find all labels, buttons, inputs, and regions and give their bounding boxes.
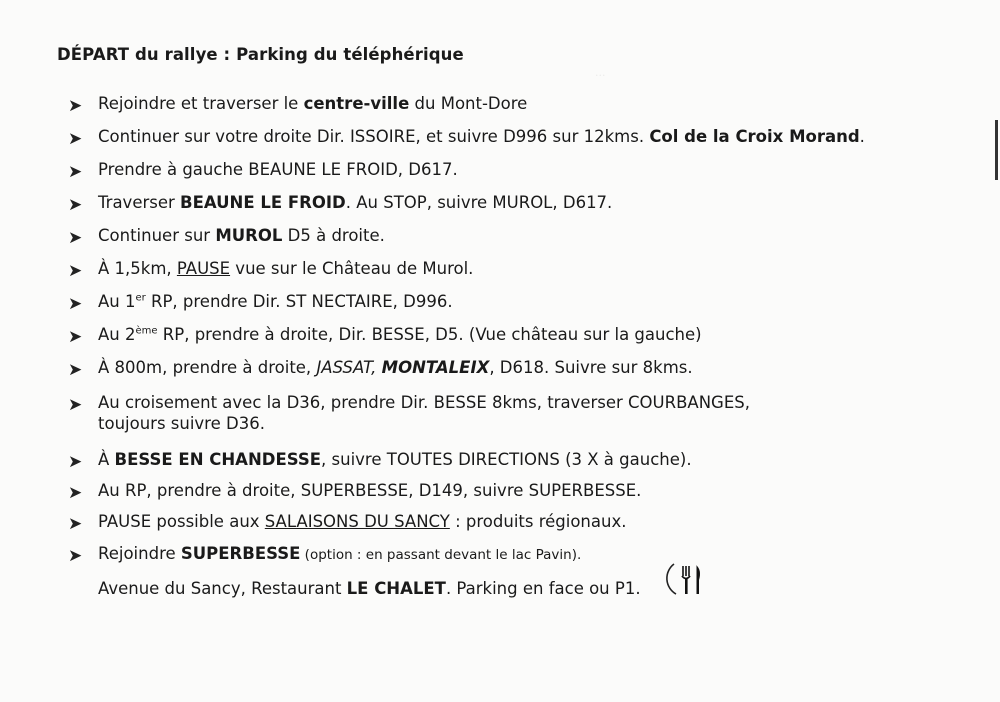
- bullet-arrow-icon: ➤: [68, 294, 83, 314]
- bullet-arrow-icon: ➤: [68, 129, 83, 149]
- step-8: Au 2ème RP, prendre à droite, Dir. BESSE, D5. (Vue château sur la gauche): [98, 325, 702, 344]
- step-7: Au 1er RP, prendre Dir. ST NECTAIRE, D996.: [98, 292, 453, 311]
- step-11: À BESSE EN CHANDESSE, suivre TOUTES DIRECTIONS (3 X à gauche).: [98, 450, 692, 469]
- restaurant-line: Avenue du Sancy, Restaurant LE CHALET. Parking en face ou P1.: [98, 579, 641, 598]
- step-6: À 1,5km, PAUSE vue sur le Château de Murol.: [98, 259, 474, 278]
- page-title: DÉPART du rallye : Parking du téléphérique: [57, 45, 464, 64]
- step-9: À 800m, prendre à droite, JASSAT, MONTALEIX, D618. Suivre sur 8kms.: [98, 358, 693, 377]
- bullet-arrow-icon: ➤: [68, 514, 83, 534]
- bullet-arrow-icon: ➤: [68, 360, 83, 380]
- bullet-arrow-icon: ➤: [68, 395, 83, 415]
- fork-knife-icon: [664, 556, 710, 602]
- bullet-arrow-icon: ➤: [68, 162, 83, 182]
- bullet-arrow-icon: ➤: [68, 261, 83, 281]
- step-1: Rejoindre et traverser le centre-ville du Mont-Dore: [98, 94, 528, 113]
- bullet-arrow-icon: ➤: [68, 195, 83, 215]
- bullet-arrow-icon: ➤: [68, 546, 83, 566]
- step-4: Traverser BEAUNE LE FROID. Au STOP, suivre MUROL, D617.: [98, 193, 613, 212]
- step-12: Au RP, prendre à droite, SUPERBESSE, D149, suivre SUPERBESSE.: [98, 481, 642, 500]
- bullet-arrow-icon: ➤: [68, 452, 83, 472]
- step-2: Continuer sur votre droite Dir. ISSOIRE, et suivre D996 sur 12kms. Col de la Croix Morand.: [98, 127, 865, 146]
- step-10-line-2: toujours suivre D36.: [98, 414, 265, 433]
- step-10-line-1: Au croisement avec la D36, prendre Dir. BESSE 8kms, traverser COURBANGES,: [98, 393, 750, 412]
- step-14: Rejoindre SUPERBESSE (option : en passant devant le lac Pavin).: [98, 544, 582, 563]
- scan-edge-mark: [995, 120, 998, 180]
- rally-route-page: DÉPART du rallye : Parking du téléphérique ➤ Rejoindre et traverser le centre-ville du Mont-Dore ➤ Continuer sur votre droite Dir. ISSOIRE, et suivre D996 sur 12kms. Col de la Croix Morand. ➤ Prendre à gauche BEAUNE LE FROID, D617. ➤ Traverser BEAUNE LE FROID. Au STOP, suivre MUROL, D617. ➤ Continuer sur MUROL D5 à droite. ➤ À 1,5km, PAUSE vue sur le Château de Murol. ➤ Au 1er RP, prendre Dir. ST NECTAIRE, D996. ➤ Au 2ème RP, prendre à droite, Dir. BESSE, D5. (Vue château sur la gauche) ➤ À 800m, prendre à droite, JASSAT, MONTALEIX, D618. Suivre sur 8kms. ➤ Au croisement avec la D36, prendre Dir. BESSE 8kms, traverser COURBANGES, toujours suivre D36. ➤ À BESSE EN CHANDESSE, suivre TOUTES DIRECTIONS (3 X à gauche). ➤ Au RP, prendre à droite, SUPERBESSE, D149, suivre SUPERBESSE. ➤ PAUSE possible aux SALAISONS DU SANCY : produits régionaux. ➤ Rejoindre SUPERBESSE (option : en passant devant le lac Pavin). Avenue du Sancy, Restaurant LE CHALET. Parking en face ou P1. ...: [0, 0, 1000, 702]
- step-3: Prendre à gauche BEAUNE LE FROID, D617.: [98, 160, 458, 179]
- bullet-arrow-icon: ➤: [68, 228, 83, 248]
- bullet-arrow-icon: ➤: [68, 327, 83, 347]
- bullet-arrow-icon: ➤: [68, 96, 83, 116]
- step-5: Continuer sur MUROL D5 à droite.: [98, 226, 385, 245]
- step-13: PAUSE possible aux SALAISONS DU SANCY : produits régionaux.: [98, 512, 627, 531]
- bullet-arrow-icon: ➤: [68, 483, 83, 503]
